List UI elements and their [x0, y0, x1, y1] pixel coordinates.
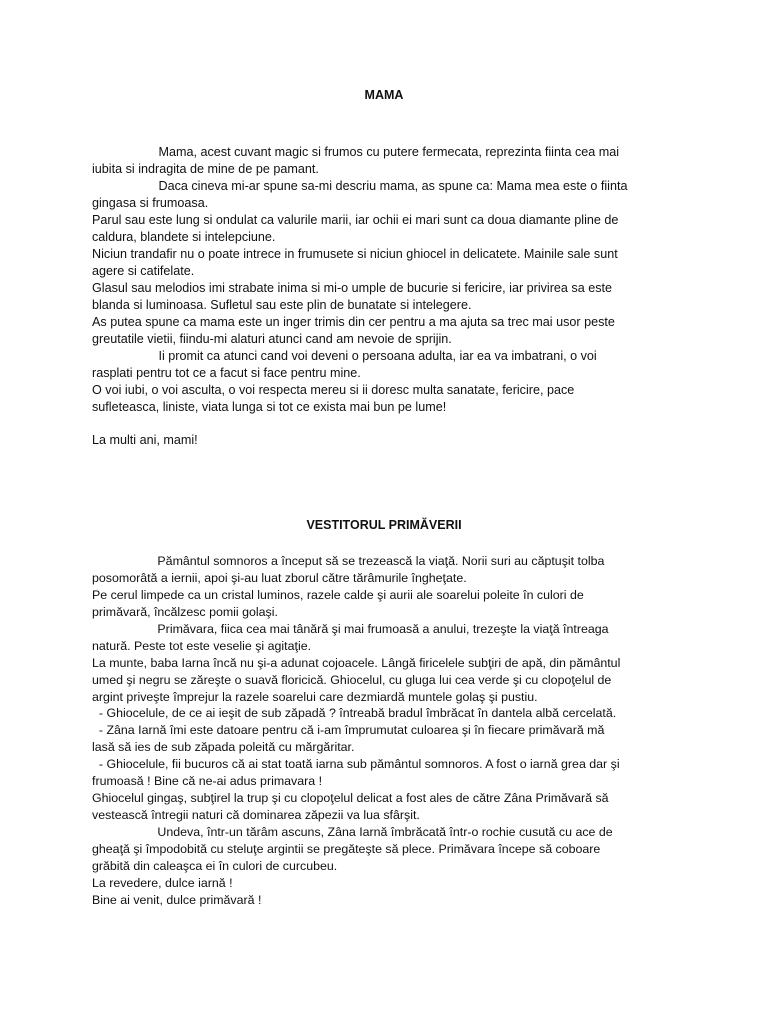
farewell-line: La revedere, dulce iarnă !: [92, 876, 233, 890]
paragraph: Glasul sau melodios imi strabate inima si mi-o umple de bucurie si fericire, iar privirea sa este blanda si luminoasa. Sufletul sau este plin de bunatate si intelegere.: [92, 281, 613, 312]
poem-title-vestitorul: VESTITORUL PRIMĂVERII: [306, 518, 462, 532]
paragraph: Ghiocelul gingaş, subţirel la trup şi cu clopoţelul delicat a fost ales de către Zâna Primăvară să vestească întregii naturi că dominarea zăpezii va lua sfârşit.: [92, 791, 609, 822]
dialogue-line: - Zâna Iarnă îmi este datoare pentru că i-am împrumutat culoarea şi în fiecare primăvară mă lasă să ies de sub zăpada poleită cu mărgăritar.: [92, 723, 605, 754]
paragraph: La munte, baba Iarna încă nu şi-a adunat cojoacele. Lângă firicelele subţiri de apă, din pământul umed şi negru se zăreşte o suavă floricică. Ghiocelul, cu gluga lui cea verde şi cu clopoţelul de argint priveşte împrejur la razele soarelui care dezmiardă muntele golaş şi pustiu.: [92, 656, 621, 704]
paragraph: Primăvara, fiica cea mai tânără şi mai frumoasă a anului, trezeşte la viaţă întreaga natură. Peste tot este veselie şi agitaţie.: [92, 622, 609, 653]
paragraph: Mama, acest cuvant magic si frumos cu putere fermecata, reprezinta fiinta cea mai iubita si indragita de mine de pe pamant.: [92, 145, 620, 176]
paragraph: Niciun trandafir nu o poate intrece in frumusete si niciun ghiocel in delicatete. Mainile sale sunt agere si catifelate.: [92, 247, 618, 278]
paragraph: As putea spune ca mama este un inger trimis din cer pentru a ma ajuta sa trec mai usor peste greutatile vietii, fiindu-mi alaturi atunci cand am nevoie de sprijin.: [92, 315, 615, 346]
paragraph: Pe cerul limpede ca un cristal luminos, razele calde şi aurii ale soarelui poleite în culori de primăvară, încălzesc pomii golaşi.: [92, 588, 584, 619]
dialogue-line: - Ghiocelule, fii bucuros că ai stat toată iarna sub pământul somnoros. A fost o iarnă grea dar şi frumoasă ! Bine că ne-ai adus primavara !: [92, 757, 620, 788]
welcome-line: Bine ai venit, dulce primăvară !: [92, 893, 262, 907]
paragraph: Ii promit ca atunci cand voi deveni o persoana adulta, iar ea va imbatrani, o voi rasplati pentru tot ce a facut si face pentru mine.: [92, 349, 597, 380]
closing-line: La multi ani, mami!: [92, 433, 198, 447]
paragraph: Daca cineva mi-ar spune sa-mi descriu mama, as spune ca: Mama mea este o fiinta gingasa si frumoasa.: [92, 179, 628, 210]
paragraph: Pământul somnoros a început să se trezească la viaţă. Norii suri au căptuşit tolba posomorâtă a iernii, apoi şi-au luat zborul către tărâmurile îngheţate.: [92, 554, 605, 585]
dialogue-line: - Ghiocelule, de ce ai ieşit de sub zăpadă ? întreabă bradul îmbrăcat în dantela albă cercelată.: [92, 706, 617, 720]
paragraph: Undeva, într-un tărâm ascuns, Zâna Iarnă îmbrăcată într-o rochie cusută cu ace de gheaţă şi împodobită cu steluţe argintii se pregăteşte să plece. Primăvara începe să coboare grăbită din caleaşca ei în culori de curcubeu.: [92, 825, 613, 873]
paragraph: Parul sau este lung si ondulat ca valurile marii, iar ochii ei mari sunt ca doua diamante pline de caldura, blandete si intelepciune.: [92, 213, 619, 244]
paragraph: O voi iubi, o voi asculta, o voi respecta mereu si ii doresc multa sanatate, fericire, pace sufleteasca, liniste, viata lunga si tot ce exista mai bun pe lume!: [92, 383, 575, 414]
poem-title-mama: MAMA: [364, 88, 404, 102]
